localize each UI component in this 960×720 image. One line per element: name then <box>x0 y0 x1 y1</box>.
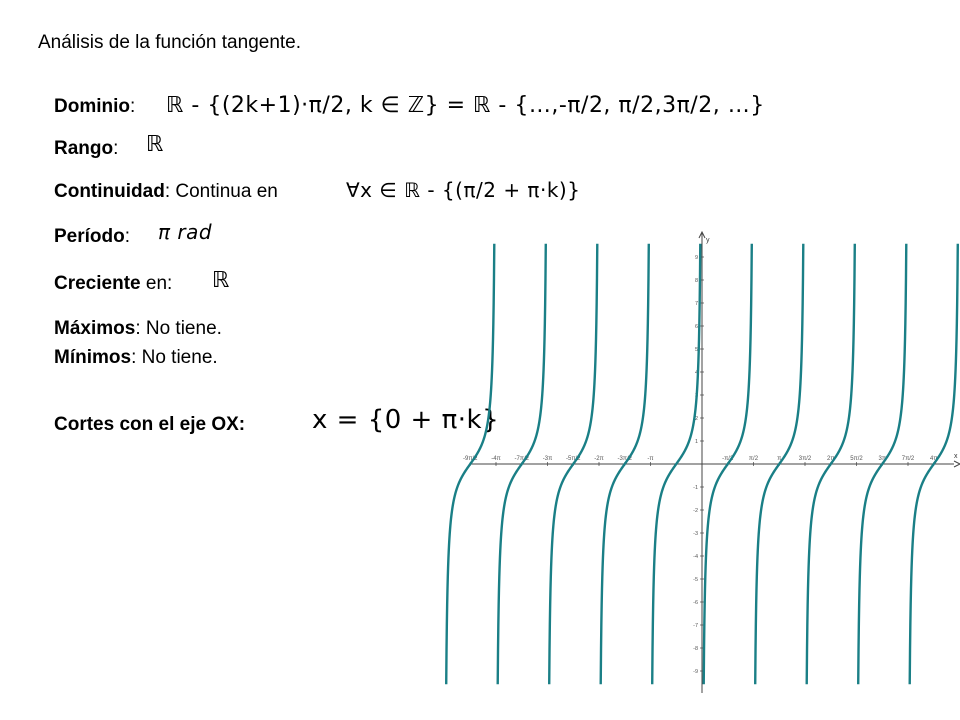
x-tick-label: -3π <box>542 456 553 462</box>
x-tick-label: -7π/2 <box>514 456 529 462</box>
y-tick-label: 1 <box>694 439 698 445</box>
y-tick-label: 5 <box>694 347 698 353</box>
y-tick-label: -7 <box>693 623 698 629</box>
x-tick-label: 2π <box>827 456 835 462</box>
x-tick-label: 5π/2 <box>850 456 863 462</box>
x-tick-label: -4π <box>491 456 501 462</box>
y-tick-label: -8 <box>693 646 698 652</box>
maximos-text: : No tiene. <box>135 318 222 339</box>
x-axis-label: x <box>954 453 958 460</box>
rango-label: Rango <box>54 138 114 159</box>
x-tick-label: π <box>777 456 782 462</box>
periodo-sep: : <box>124 226 131 247</box>
y-tick-label: 8 <box>694 278 698 284</box>
continuidad-row <box>54 181 278 203</box>
cortes-formula: x = {0 + π·k} <box>312 405 500 435</box>
creciente-formula: ℝ <box>212 268 230 293</box>
continuidad-label: Continuidad <box>54 181 165 202</box>
x-tick-label: -π <box>647 456 654 462</box>
minimos-text: : No tiene. <box>131 347 218 368</box>
maximos-row <box>54 318 222 340</box>
y-tick-label: 7 <box>694 301 698 307</box>
continuidad-sep: : <box>164 181 171 202</box>
x-tick-label: -3π/2 <box>617 456 632 462</box>
y-tick-label: 6 <box>694 324 698 330</box>
y-tick-label: -3 <box>693 531 698 537</box>
minimos-row <box>54 347 218 369</box>
y-tick-label: -5 <box>693 577 698 583</box>
page-title: Análisis de la función tangente. <box>38 32 302 53</box>
rango-formula: ℝ <box>146 132 164 157</box>
y-tick-label: 2 <box>694 416 698 422</box>
x-tick-label: -9π/2 <box>463 456 478 462</box>
periodo-label: Período <box>54 226 125 247</box>
y-tick-label: -9 <box>693 669 698 675</box>
creciente-row <box>54 273 172 295</box>
dominio-row <box>54 96 135 118</box>
tangent-graph <box>463 228 960 693</box>
x-tick-label: 7π/2 <box>901 456 915 462</box>
x-tick-label: 3π/2 <box>798 456 812 462</box>
y-tick-label: -2 <box>693 508 698 514</box>
x-axis-arrow <box>954 461 960 467</box>
rango-row <box>54 138 118 160</box>
maximos-label: Máximos <box>54 318 136 339</box>
cortes-label: Cortes con el eje OX: <box>54 414 246 435</box>
rango-sep: : <box>113 138 119 159</box>
y-tick-label: -1 <box>693 485 698 491</box>
x-tick-label: -π/2 <box>722 456 734 462</box>
continuidad-formula: ∀x ∈ ℝ - {(π/2 + π·k)} <box>346 178 581 202</box>
cortes-row <box>54 414 245 436</box>
minimos-label: Mínimos <box>54 347 132 368</box>
periodo-row <box>54 226 130 248</box>
x-tick-label: 3π <box>878 456 886 462</box>
y-tick-label: 3 <box>694 393 698 399</box>
continuidad-text: Continua en <box>170 181 278 202</box>
creciente-text: en: <box>140 273 173 294</box>
x-tick-label: π/2 <box>748 456 759 462</box>
y-tick-label: 9 <box>694 255 698 261</box>
y-axis-label: y <box>706 237 710 244</box>
x-tick-label: -2π <box>594 456 604 462</box>
periodo-formula: π rad <box>158 220 213 244</box>
x-tick-label: 4π <box>930 456 938 462</box>
y-tick-label: 4 <box>694 370 698 376</box>
y-tick-label: -4 <box>693 554 698 560</box>
y-tick-label: -6 <box>693 600 698 606</box>
dominio-formula: ℝ - {(2k+1)·π/2, k ∈ ℤ} = ℝ - {…,-π/2, π/2,3π/2, …} <box>166 93 765 118</box>
dominio-label: Dominio <box>54 96 130 117</box>
dominio-sep: : <box>130 96 136 117</box>
x-tick-label: -5π/2 <box>566 456 581 462</box>
creciente-label: Creciente <box>54 273 141 294</box>
